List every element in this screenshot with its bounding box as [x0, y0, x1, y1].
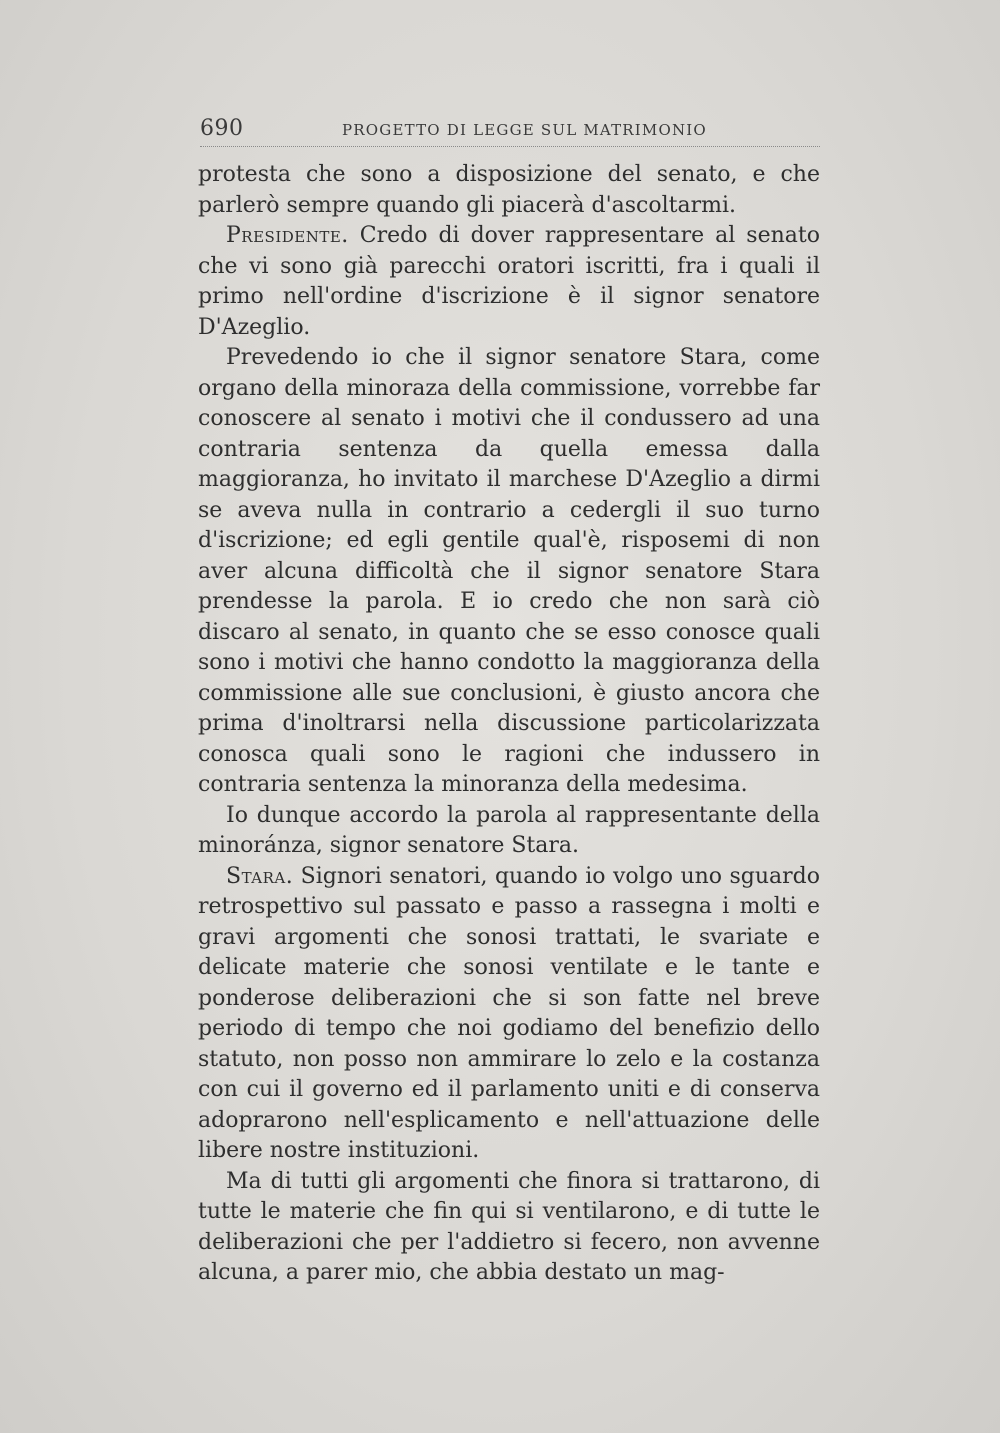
header-rule — [200, 146, 820, 147]
paragraph — [198, 160, 820, 221]
paragraph — [198, 801, 820, 862]
paragraph-text: Io dunque accordo la parola al rappresentante della minoránza, signor senatore Stara. — [198, 802, 820, 858]
paragraph — [198, 862, 820, 1167]
body-text — [198, 160, 820, 1289]
page-number: 690 — [200, 116, 244, 141]
paragraph-text: Signori senatori, quando io volgo uno sguardo retrospettivo sul passato e passo a rassegna i molti e gravi argomenti che sonosi trattati, le svariate e delicate materie che sonosi ventilate e le tante e ponderose deliberazioni che si son fatte nel breve periodo di tempo che noi godiamo del benefizio dello statuto, non posso non ammirare lo zelo e la costanza con cui il governo ed il parlamento uniti e di conserva adoprarono nell'esplicamento e nell'attuazione delle libere nostre instituzioni. — [198, 863, 820, 1163]
paragraph-text: Ma di tutti gli argomenti che finora si trattarono, di tutte le materie che fin qui si ventilarono, e di tutte le deliberazioni che per l'addietro si fecero, non avvenne alcuna, a parer mio, che abbia destato un mag- — [198, 1168, 820, 1285]
paragraph-text: protesta che sono a disposizione del senato, e che parlerò sempre quando gli piacerà d'ascoltarmi. — [198, 162, 820, 218]
paragraph — [198, 1167, 820, 1289]
speaker-name: Presidente. — [226, 223, 349, 248]
paragraph — [198, 221, 820, 343]
paragraph-text: Prevedendo io che il signor senatore Stara, come organo della minoraza della commissione, vorrebbe far conoscere al senato i motivi che il condussero ad una contraria sentenza da quella emessa dalla maggioranza, ho invitato il marchese D'Azeglio a dirmi se aveva nulla in contrario a cedergli il suo turno d'iscrizione; ed egli gentile qual'è, risposemi di non aver alcuna difficoltà che il signor senatore Stara prendesse la parola. E io credo che non sarà ciò discaro al senato, in quanto che se esso conosce quali sono i motivi che hanno condotto la maggioranza della commissione alle sue conclusioni, è giusto ancora che prima d'inoltrarsi nella discussione particolarizzata conosca quali sono le ragioni che indussero in contraria sentenza la minoranza della medesima. — [198, 345, 820, 797]
paragraph-text: Credo di dover rappresentare al senato che vi sono già parecchi oratori iscritti, fra i quali il primo nell'ordine d'iscrizione è il signor senatore D'Azeglio. — [198, 223, 820, 340]
page-header — [200, 112, 820, 148]
paragraph — [198, 343, 820, 801]
speaker-name: Stara. — [226, 863, 294, 889]
running-title: PROGETTO DI LEGGE SUL MATRIMONIO — [342, 121, 707, 139]
